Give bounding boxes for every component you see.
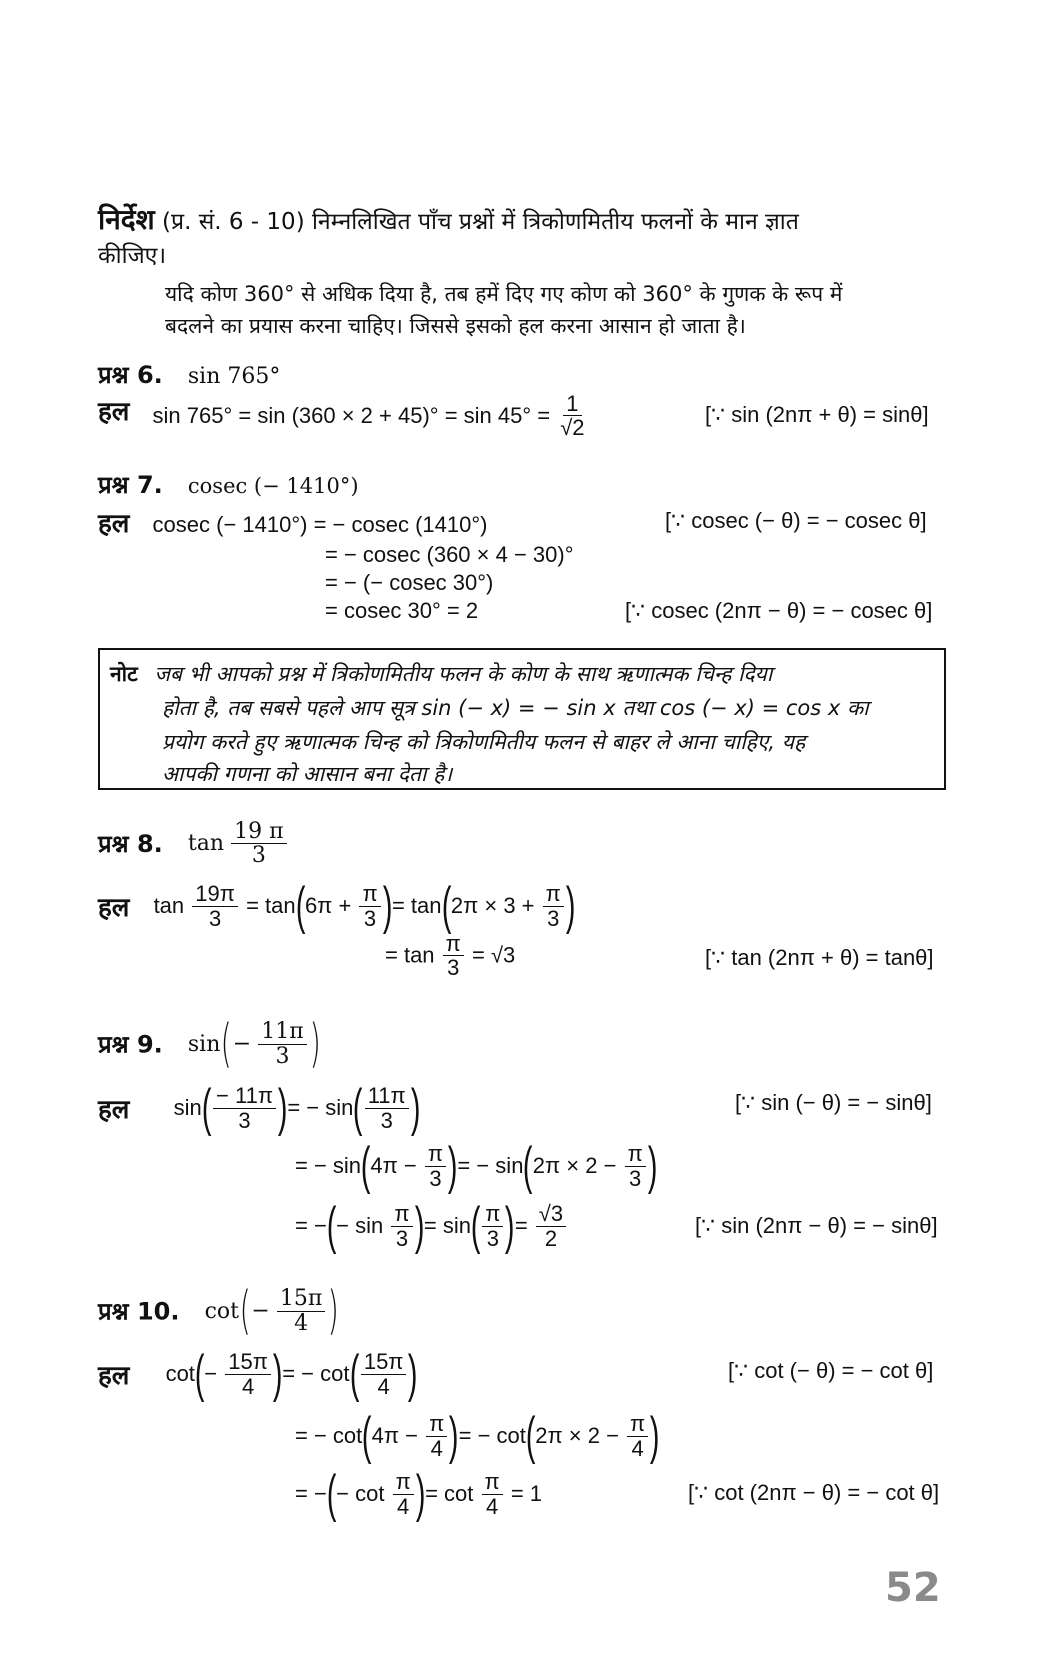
question-9-fn: sin [187, 1031, 221, 1057]
pi-over-4 [627, 1412, 648, 1459]
solution-9-eq-5: = sin [423, 1213, 471, 1238]
fraction-numerator: √3 [536, 1202, 566, 1226]
fraction-denominator: 4 [241, 1373, 255, 1399]
solution-10-eq-2: = − cot [295, 1423, 363, 1448]
fraction-denominator: 3 [275, 1043, 290, 1069]
solution-10-fraction-2 [361, 1350, 407, 1397]
page-number: 52 [885, 1565, 941, 1611]
solution-8-eq-2: = tan [391, 893, 442, 918]
paren-close: ) [650, 1407, 660, 1465]
fraction-denominator: 3 [251, 843, 266, 869]
solution-10-reason-1: [∵ cot (− θ) = − cot θ] [728, 1358, 934, 1383]
solution-10-result: = 1 [510, 1481, 543, 1506]
minus-sign: − [251, 1298, 270, 1324]
solution-6-fraction [557, 392, 587, 439]
solution-7-expr-4: = cosec 30° = 2 [325, 598, 479, 623]
paren-open: ( [295, 877, 306, 935]
fraction-numerator: 15π [225, 1350, 271, 1374]
fraction-numerator: π [625, 1142, 646, 1166]
hal-label: हल [98, 892, 130, 922]
solution-9-eq-4: = − [295, 1213, 327, 1238]
paren-close: ) [647, 1137, 658, 1195]
solution-9-fraction-1 [213, 1084, 276, 1131]
pi-over-4 [393, 1470, 414, 1517]
solution-8-eq-3: = tan [385, 942, 435, 968]
solution-8-fn: tan [153, 893, 185, 918]
solution-10-reason-2: [∵ cot (2nπ − θ) = − cot θ] [688, 1480, 940, 1505]
fraction-denominator: 4 [294, 1310, 309, 1336]
paren-close: ) [415, 1465, 426, 1523]
solution-9-eq-1: = − sin [287, 1095, 354, 1120]
question-7-label: प्रश्न 7. [98, 471, 163, 499]
fraction-denominator: 3 [395, 1225, 409, 1251]
fraction-numerator: 11π [258, 1020, 306, 1044]
fraction-denominator: 3 [486, 1225, 500, 1251]
direction-line-1 [98, 200, 799, 238]
question-8 [98, 820, 289, 867]
paren-open: ( [523, 1137, 533, 1195]
solution-8-inner-1: 6π + [304, 893, 352, 918]
paren-close: ) [447, 1137, 458, 1195]
question-8-label: प्रश्न 8. [98, 830, 163, 859]
paren-close: ) [565, 877, 576, 935]
fraction-numerator: 19 π [231, 820, 286, 844]
question-9-fraction [258, 1020, 306, 1067]
paren-open: ( [470, 1197, 481, 1255]
pi-over-3 [359, 882, 380, 929]
note-line-1 [110, 660, 772, 688]
direction-label: निर्देश [98, 203, 155, 236]
pi-over-3 [543, 882, 564, 929]
hal-label: हल [98, 397, 130, 428]
solution-9-inner-1: 4π − [370, 1153, 417, 1178]
pi-over-3 [482, 1202, 503, 1249]
hal-label: हल [98, 509, 130, 539]
fraction-denominator: 4 [631, 1435, 644, 1461]
fraction-numerator: π [627, 1412, 648, 1436]
solution-10-fraction-1 [225, 1350, 271, 1397]
hint-line-2: बदलने का प्रयास करना चाहिए। जिससे इसको हल करना आसान हो जाता है। [165, 314, 746, 338]
fraction-denominator: 3 [629, 1165, 642, 1191]
paren-close: ) [272, 1345, 283, 1403]
hal-label: हल [98, 1094, 130, 1124]
paren-open: ( [220, 1014, 233, 1074]
question-6 [98, 358, 280, 391]
hint-line-1: यदि कोण 360° से अधिक दिया है, तब हमें दिए गए कोण को 360° के गुणक के रूप में [165, 282, 843, 306]
direction-line-2: कीजिए। [98, 243, 167, 269]
solution-10-eq-5: = cot [425, 1481, 474, 1506]
solution-9-line-3 [295, 1197, 568, 1255]
fraction-denominator: 4 [377, 1373, 390, 1399]
solution-8-fraction [192, 882, 238, 929]
paren-open: ( [201, 1079, 212, 1137]
fraction-numerator: 11π [365, 1084, 409, 1108]
solution-6 [98, 392, 590, 439]
question-8-fn: tan [187, 831, 225, 857]
paren-close: ) [309, 1014, 321, 1074]
question-10-label: प्रश्न 10. [98, 1297, 180, 1326]
hal-label: हल [98, 1360, 130, 1390]
pi-over-4 [426, 1412, 447, 1459]
solution-9-fraction-2 [365, 1084, 409, 1131]
solution-8-reason: [∵ tan (2nπ + θ) = tanθ] [705, 945, 934, 970]
pi-over-3 [625, 1142, 646, 1189]
solution-9-reason-1: [∵ sin (− θ) = − sinθ] [735, 1090, 932, 1115]
paren-open: ( [362, 1407, 372, 1465]
fraction-numerator: π [393, 1470, 414, 1494]
question-9 [98, 1014, 321, 1074]
question-10 [98, 1281, 340, 1341]
fraction-denominator: 3 [547, 905, 560, 931]
solution-9-eq-3: = − sin [457, 1153, 524, 1178]
fraction-numerator: 15π [361, 1350, 407, 1374]
solution-8-line-1 [98, 877, 576, 935]
solution-10-line-2 [295, 1407, 660, 1465]
question-10-fn: cot [204, 1298, 240, 1324]
fraction-numerator: π [425, 1142, 446, 1166]
paren-open: ( [353, 1079, 363, 1137]
fraction-denominator: 3 [238, 1107, 251, 1133]
note-box [98, 648, 946, 790]
paren-open: ( [239, 1281, 251, 1341]
solution-9-fn: sin [173, 1095, 202, 1120]
question-10-fraction [277, 1287, 325, 1334]
solution-10-fn: cot [165, 1361, 195, 1386]
solution-8-eq-1: = tan [246, 893, 296, 918]
fraction-numerator: 1 [563, 392, 581, 416]
solution-9-line-2 [295, 1137, 658, 1195]
question-8-fraction [231, 820, 286, 867]
solution-9-line-1 [98, 1079, 421, 1137]
pi-over-3 [425, 1142, 446, 1189]
solution-8-line-2 [385, 932, 515, 979]
note-text-1: जब भी आपको प्रश्न में त्रिकोणमितीय फलन के कोण के साथ ऋणात्मक चिन्ह दिया [154, 662, 773, 686]
fraction-numerator: π [482, 1202, 503, 1226]
fraction-numerator: π [426, 1412, 447, 1436]
solution-9-eq-2: = − sin [295, 1153, 362, 1178]
solution-7-expr-3: = − (− cosec 30°) [325, 570, 494, 595]
solution-10-eq-4: = − [295, 1481, 327, 1506]
fraction-denominator: 4 [430, 1435, 443, 1461]
solution-9-inner-2: 2π × 2 − [532, 1153, 617, 1178]
note-line-2: होता है, तब सबसे पहले आप सूत्र sin (− x) = − sin x तथा cos (− x) = cos x का [162, 696, 869, 720]
solution-10-eq-1: = − cot [282, 1361, 350, 1386]
solution-9-inner-3: − sin [336, 1213, 384, 1238]
fraction-numerator: − 11π [213, 1084, 276, 1108]
direction-text-1: (प्र. सं. 6 - 10) निम्नलिखित पाँच प्रश्नों में त्रिकोणमितीय फलनों के मान ज्ञात [162, 209, 799, 235]
paren-open: ( [525, 1407, 536, 1465]
pi-over-4 [482, 1470, 503, 1517]
fraction-denominator: √2 [560, 415, 585, 441]
paren-open: ( [194, 1345, 205, 1403]
question-6-label: प्रश्न 6. [98, 361, 163, 389]
paren-close: ) [327, 1281, 340, 1341]
paren-close: ) [382, 877, 393, 935]
note-line-3: प्रयोग करते हुए ऋणात्मक चिन्ह को त्रिकोणमितीय फलन से बाहर ले आना चाहिए, यह [162, 730, 806, 754]
solution-9-result [536, 1202, 566, 1249]
fraction-denominator: 3 [429, 1165, 442, 1191]
paren-close: ) [414, 1197, 424, 1255]
paren-close: ) [449, 1407, 459, 1465]
pi-over-3 [443, 932, 464, 979]
paren-open: ( [441, 877, 451, 935]
question-9-label: प्रश्न 9. [98, 1030, 163, 1059]
fraction-numerator: 15π [277, 1287, 325, 1311]
paren-close: ) [277, 1079, 288, 1137]
solution-8-inner-2: 2π × 3 + [450, 893, 535, 918]
paren-close: ) [505, 1197, 515, 1255]
solution-10-inner-1: 4π − [371, 1423, 418, 1448]
minus-sign: − [204, 1361, 218, 1386]
paren-open: ( [326, 1465, 337, 1523]
solution-7-expr-2: = − cosec (360 × 4 − 30)° [325, 542, 574, 567]
solution-7-expr-1: cosec (− 1410°) = − cosec (1410°) [152, 512, 488, 537]
note-label: नोट [110, 662, 138, 686]
solution-7-reason-2: [∵ cosec (2nπ − θ) = − cosec θ] [625, 598, 933, 623]
question-6-expr: sin 765° [187, 364, 281, 389]
fraction-numerator: 19π [192, 882, 238, 906]
fraction-numerator: π [482, 1470, 503, 1494]
question-7 [98, 468, 359, 501]
solution-10-inner-2: 2π × 2 − [535, 1423, 619, 1448]
paren-open: ( [326, 1197, 337, 1255]
fraction-numerator: π [543, 882, 564, 906]
solution-7-line-1 [98, 504, 487, 540]
fraction-denominator: 2 [544, 1225, 558, 1251]
fraction-denominator: 4 [397, 1493, 410, 1519]
fraction-numerator: π [443, 932, 464, 956]
fraction-denominator: 4 [486, 1493, 499, 1519]
question-7-expr: cosec (− 1410°) [187, 474, 359, 498]
solution-10-inner-3: − cot [336, 1481, 385, 1506]
paren-close: ) [408, 1345, 418, 1403]
fraction-numerator: π [391, 1202, 412, 1226]
fraction-denominator: 3 [208, 905, 222, 931]
fraction-denominator: 3 [447, 955, 460, 981]
fraction-denominator: 3 [363, 905, 377, 931]
solution-6-expr: sin 765° = sin (360 × 2 + 45)° = sin 45° = [152, 402, 551, 428]
paren-close: ) [410, 1079, 421, 1137]
solution-9-reason-2: [∵ sin (2nπ − θ) = − sinθ] [695, 1213, 938, 1238]
solution-7-reason-1: [∵ cosec (− θ) = − cosec θ] [665, 508, 927, 533]
paren-open: ( [349, 1345, 359, 1403]
fraction-denominator: 3 [380, 1107, 393, 1133]
solution-10-eq-3: = − cot [458, 1423, 526, 1448]
note-line-4: आपकी गणना को आसान बना देता है। [162, 762, 453, 786]
solution-6-reason: [∵ sin (2nπ + θ) = sinθ] [705, 402, 929, 427]
solution-9-eq-6: = [514, 1213, 528, 1238]
solution-10-line-3 [295, 1465, 543, 1523]
paren-open: ( [360, 1137, 371, 1195]
fraction-numerator: π [359, 882, 380, 906]
solution-10-line-1 [98, 1345, 418, 1403]
solution-8-result: = √3 [471, 942, 516, 968]
minus-sign: − [232, 1031, 252, 1057]
pi-over-3 [391, 1202, 412, 1249]
